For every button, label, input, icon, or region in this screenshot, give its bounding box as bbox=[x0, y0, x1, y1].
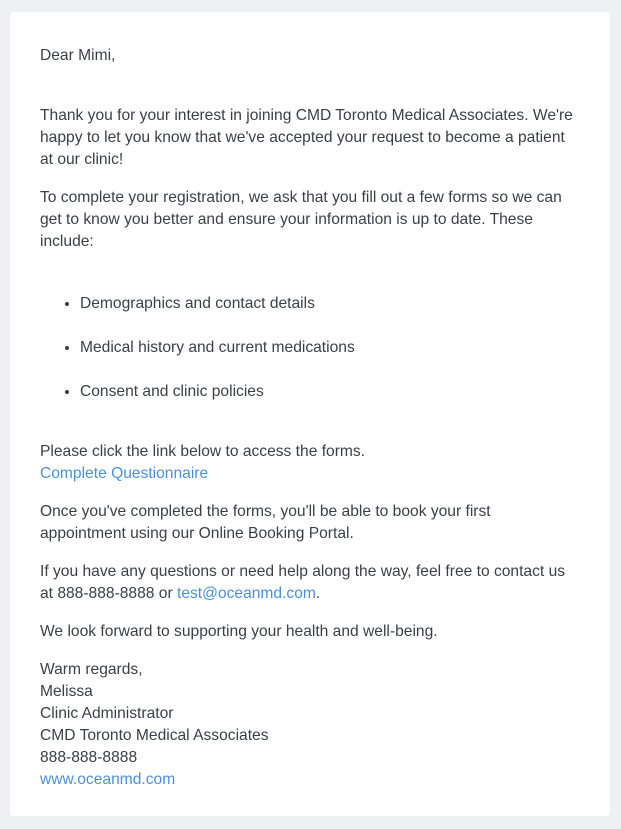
clinic-name: CMD Toronto Medical Associates bbox=[40, 727, 269, 744]
contact-text: If you have any questions or need help along the way, feel free to contact us at 888-888-8888 or bbox=[40, 563, 566, 602]
link-prompt: Please click the link below to access the forms. bbox=[40, 443, 366, 460]
website-link[interactable]: www.oceanmd.com bbox=[40, 771, 176, 788]
list-item: • Demographics and contact details bbox=[80, 293, 580, 315]
list-item: • Consent and clinic policies bbox=[80, 381, 580, 403]
signature-block bbox=[40, 659, 580, 791]
sender-title: Clinic Administrator bbox=[40, 705, 174, 722]
closing-paragraph: We look forward to supporting your health and well-being. bbox=[40, 623, 438, 640]
forms-list bbox=[40, 293, 580, 403]
questionnaire-section bbox=[40, 441, 580, 485]
signoff: Warm regards, bbox=[40, 661, 143, 678]
intro-paragraph: Thank you for your interest in joining CMD Toronto Medical Associates. We're happy to let you know that we've accepted your request to become a patient at our clinic! bbox=[40, 107, 573, 168]
email-card bbox=[10, 12, 610, 816]
registration-paragraph: To complete your registration, we ask that you fill out a few forms so we can get to know you better and ensure your information is up to date. These include: bbox=[40, 189, 562, 250]
contact-suffix: . bbox=[315, 585, 321, 602]
clinic-phone: 888-888-8888 bbox=[40, 749, 138, 766]
greeting: Dear Mimi, bbox=[40, 47, 116, 64]
contact-paragraph bbox=[40, 561, 580, 605]
booking-paragraph: Once you've completed the forms, you'll be able to book your first appointment using our Online Booking Portal. bbox=[40, 503, 491, 542]
list-item: • Medical history and current medications bbox=[80, 337, 580, 359]
complete-questionnaire-link[interactable]: Complete Questionnaire bbox=[40, 465, 209, 482]
sender-name: Melissa bbox=[40, 683, 93, 700]
contact-email-link[interactable]: test@oceanmd.com bbox=[176, 585, 316, 602]
